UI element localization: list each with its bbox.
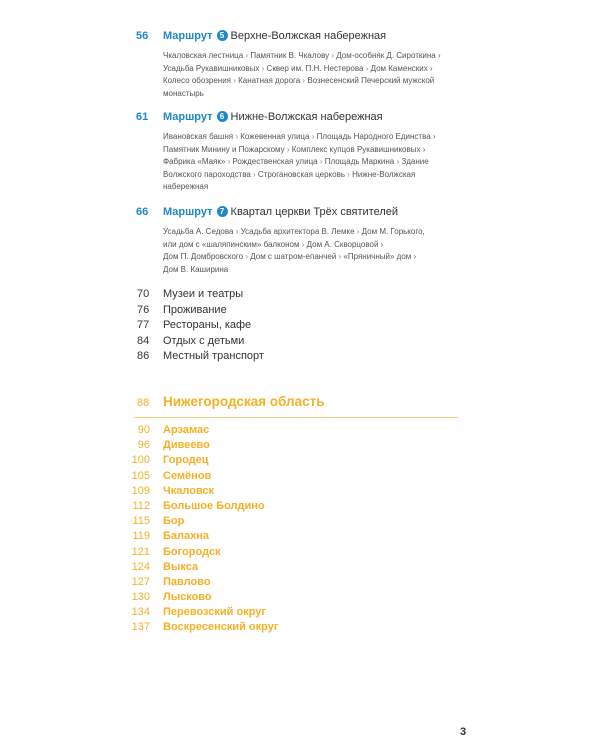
- route-description-line: [163, 131, 463, 144]
- route-description-line: [163, 169, 463, 182]
- route-description-line: [163, 264, 463, 277]
- entry-page-number: 70: [137, 288, 150, 300]
- toc-entry: [0, 288, 600, 304]
- route-description-line: [163, 88, 463, 101]
- town-entry: [0, 424, 600, 439]
- separator-chevron: ›: [299, 239, 307, 249]
- separator-chevron: ›: [233, 227, 241, 236]
- town-page-number: 90: [137, 424, 150, 436]
- entry-title: Местный транспорт: [163, 350, 264, 362]
- route-description-line: [163, 144, 463, 157]
- town-page-number: 100: [131, 454, 150, 467]
- separator-chevron: ›: [345, 169, 353, 179]
- route-stop: монастырь: [163, 88, 204, 98]
- region-title: Нижегородская область: [163, 394, 325, 409]
- route-heading: [163, 111, 383, 123]
- town-page-number: 130: [131, 591, 150, 604]
- route-stop: Вознесенский Печерский мужской: [307, 76, 435, 85]
- route-stop: Чкаловская лестница: [163, 51, 244, 60]
- route-stop: Строгановская церковь: [257, 169, 345, 179]
- route-description-line: [163, 63, 463, 76]
- route-stop: Усадьба Рукавишниковых: [163, 63, 260, 73]
- town-entry: [0, 515, 600, 530]
- route-badge: 6: [217, 111, 228, 122]
- town-page-number: 134: [131, 606, 150, 619]
- route-stop: Площадь Маркина: [324, 157, 395, 166]
- route-description-line: [163, 75, 463, 88]
- route-stop: Фабрика «Маяк»: [163, 157, 226, 166]
- town-name: Богородск: [163, 545, 221, 558]
- town-name: Городец: [163, 454, 209, 467]
- separator-chevron: ›: [243, 51, 251, 60]
- route-description-line: [163, 181, 463, 194]
- route-stop: Памятник В. Чкалову: [250, 51, 330, 60]
- route-stop: Здание: [401, 157, 429, 166]
- town-page-number: 119: [132, 530, 150, 543]
- route-description-line: [163, 156, 463, 169]
- route-stop: «Пряничный» дом ›: [343, 252, 417, 261]
- separator-chevron: ›: [243, 252, 251, 261]
- entry-page-number: 86: [137, 350, 150, 362]
- town-page-number: 127: [131, 575, 150, 588]
- town-name: Арзамас: [163, 424, 210, 436]
- route-badge: 7: [217, 206, 228, 217]
- page-number: 3: [460, 726, 467, 738]
- town-entry: [0, 530, 600, 545]
- separator-chevron: ›: [329, 51, 337, 60]
- route-stop: набережная: [163, 182, 209, 191]
- separator-chevron: ›: [259, 63, 267, 73]
- route-stop: Колесо обозрения: [163, 76, 231, 85]
- separator-chevron: ›: [231, 76, 239, 85]
- separator-chevron: ›: [225, 157, 233, 166]
- route-label: Маршрут: [163, 206, 213, 218]
- town-name: Балахна: [163, 530, 210, 543]
- entry-title: Отдых с детьми: [163, 334, 245, 347]
- route-stop: Памятник Минину и Пожарскому: [163, 144, 285, 154]
- section-divider: [134, 417, 458, 418]
- route-stop: Дом Каменских ›: [370, 63, 433, 73]
- route-description-line: [163, 251, 463, 264]
- route-stop: Канатная дорога: [238, 76, 301, 85]
- route-page-number: 66: [136, 206, 149, 218]
- separator-chevron: ›: [394, 157, 402, 166]
- route-stop: Дом А. Скворцовой ›: [306, 239, 384, 249]
- route-stop: Дом П. Домбровского: [163, 252, 244, 261]
- town-entry: [0, 576, 600, 591]
- route-title: Верхне-Волжская набережная: [230, 30, 387, 42]
- route-description-line: [163, 226, 463, 239]
- toc-entry: [0, 304, 600, 320]
- town-name: Дивеево: [163, 439, 210, 452]
- separator-chevron: ›: [309, 132, 317, 141]
- route-description: [163, 131, 463, 194]
- route-stop: Ивановская башня: [163, 132, 234, 141]
- route-badge: 5: [217, 30, 228, 41]
- route-stop: Площадь Народного Единства ›: [316, 132, 436, 141]
- town-name: Бор: [163, 515, 185, 528]
- town-page-number: 121: [131, 545, 150, 558]
- route-stop: Нижне-Волжская: [352, 169, 416, 179]
- route-stop: Дом В. Каширина: [163, 264, 229, 274]
- route-stop: Сквер им. П.Н. Нестерова: [266, 63, 364, 73]
- route-stop: Усадьба А. Седова: [163, 227, 234, 236]
- route-title: Нижне-Волжская набережная: [230, 111, 383, 123]
- route-stop: Дом-особняк Д. Сироткина ›: [336, 51, 441, 60]
- route-stop: Усадьба архитектора В. Лемке: [240, 227, 355, 236]
- town-entry: [0, 561, 600, 576]
- separator-chevron: ›: [317, 157, 325, 166]
- route-stop: Кожевенная улица: [240, 132, 310, 141]
- route-description-line: [163, 50, 463, 63]
- town-name: Воскресенский округ: [163, 621, 279, 634]
- separator-chevron: ›: [363, 63, 371, 73]
- route-label: Маршрут: [163, 30, 213, 42]
- route-page-number: 61: [136, 111, 149, 123]
- separator-chevron: ›: [233, 132, 241, 141]
- town-name: Выкса: [163, 560, 199, 573]
- separator-chevron: ›: [300, 76, 308, 85]
- route-description-line: [163, 239, 463, 252]
- toc-entry: [0, 350, 600, 366]
- town-name: Павлово: [163, 575, 211, 588]
- separator-chevron: ›: [336, 252, 344, 261]
- route-stop: Рождественская улица: [232, 157, 318, 166]
- town-entry: [0, 546, 600, 561]
- town-name: Лысково: [163, 591, 212, 604]
- town-page-number: 137: [131, 621, 150, 634]
- town-name: Семёнов: [163, 469, 212, 482]
- separator-chevron: ›: [354, 227, 362, 236]
- route-stop: Дом с шатром-епанчей: [250, 252, 337, 261]
- route-heading: [163, 206, 398, 218]
- separator-chevron: ›: [284, 144, 292, 154]
- route-label: Маршрут: [163, 111, 213, 123]
- route-page-number: 56: [136, 30, 149, 42]
- route-description: [163, 50, 463, 100]
- town-entry: [0, 485, 600, 500]
- town-name: Чкаловск: [163, 484, 215, 497]
- town-page-number: 105: [131, 469, 150, 482]
- town-name: Перевозский округ: [163, 606, 266, 619]
- route-heading: [163, 30, 386, 42]
- town-page-number: 112: [132, 499, 150, 512]
- route-description: [163, 226, 463, 276]
- town-name: Большое Болдино: [163, 499, 265, 512]
- town-page-number: 109: [131, 484, 150, 497]
- town-entry: [0, 500, 600, 515]
- town-list: [0, 424, 600, 637]
- town-entry: [0, 606, 600, 621]
- town-page-number: 96: [137, 439, 150, 452]
- town-entry: [0, 470, 600, 485]
- toc-entry: [0, 319, 600, 335]
- toc-entry: [0, 335, 600, 351]
- entry-page-number: 84: [137, 334, 150, 347]
- route-stop: Волжского пароходства: [163, 169, 251, 179]
- section-list: [0, 288, 600, 366]
- route-stop: Дом М. Горького,: [361, 227, 425, 236]
- town-entry: [0, 439, 600, 454]
- separator-chevron: ›: [250, 169, 258, 179]
- town-entry: [0, 591, 600, 606]
- entry-page-number: 76: [137, 303, 150, 316]
- town-page-number: 124: [131, 560, 150, 573]
- entry-title: Музеи и театры: [163, 288, 244, 300]
- entry-page-number: 77: [137, 319, 150, 331]
- entry-title: Проживание: [163, 303, 227, 316]
- region-page-number: 88: [137, 397, 150, 409]
- entry-title: Рестораны, кафе: [163, 319, 252, 331]
- route-title: Квартал церкви Трёх святителей: [230, 206, 399, 218]
- town-page-number: 115: [132, 515, 150, 528]
- route-stop: Комплекс купцов Рукавишниковых ›: [291, 144, 426, 154]
- town-entry: [0, 454, 600, 469]
- route-stop: или дом с «шаляпинским» балконом: [163, 239, 300, 249]
- town-entry: [0, 621, 600, 636]
